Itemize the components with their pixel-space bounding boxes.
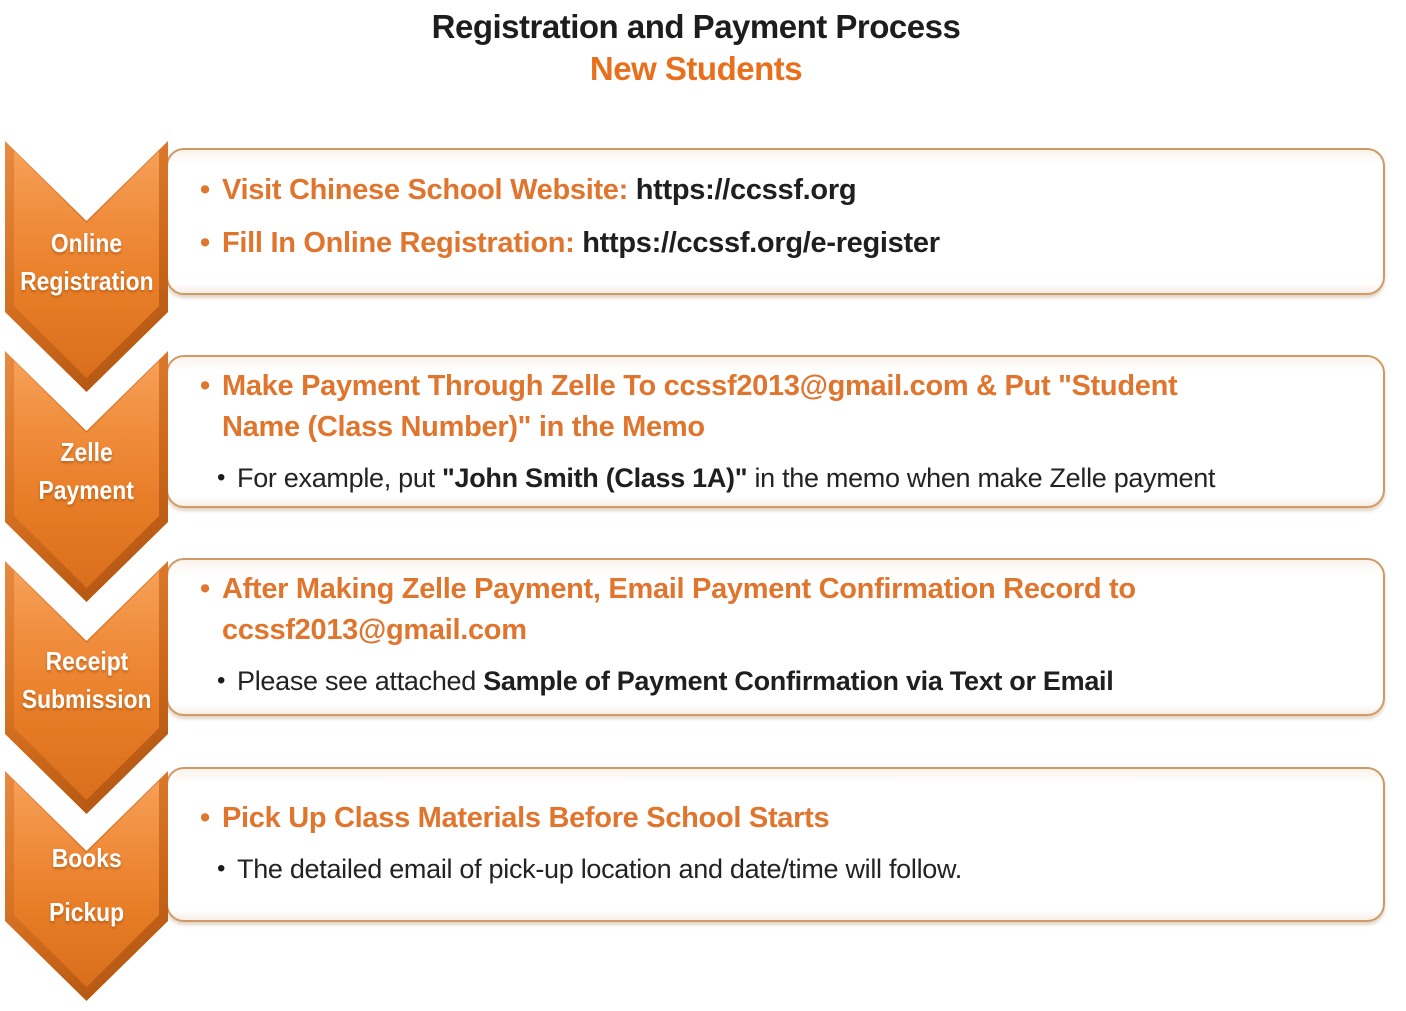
text-segment: Make Payment Through Zelle To ccssf2013@gmail.com & Put "Student (222, 370, 1178, 402)
step-label-zelle-payment (5, 433, 168, 509)
bullet-item (168, 850, 1383, 888)
bullet-item (168, 223, 1383, 264)
bullet-dot-icon: • (200, 573, 211, 605)
text-segment: Pick Up Class Materials Before School Starts (222, 802, 830, 834)
text-segment: ccssf2013@gmail.com (222, 614, 527, 646)
bullet-dot-icon: • (217, 855, 226, 882)
bullet-item (168, 662, 1383, 700)
step-label-line: Receipt (45, 646, 128, 676)
bullet-text (237, 850, 962, 888)
bullet-dot-icon: • (200, 227, 211, 259)
bullet-dot-icon: • (200, 370, 211, 402)
bullet-text (222, 569, 1136, 651)
text-segment: For example, put (237, 463, 442, 493)
page-title: Registration and Payment Process (431, 8, 961, 45)
text-segment: After Making Zelle Payment, Email Payment Confirmation Record to (222, 573, 1136, 605)
text-segment: https://ccssf.org (635, 174, 857, 206)
step-label-receipt-submission (5, 642, 168, 718)
bullet-item (168, 366, 1383, 448)
text-segment: "John Smith (Class 1A)" (442, 463, 748, 493)
title-block (0, 6, 1392, 90)
text-segment: Sample of Payment Confirmation via Text or Email (483, 666, 1114, 696)
text-segment: Please see attached (237, 666, 484, 696)
bullet-dot-icon: • (217, 667, 226, 694)
step-label-books-pickup (5, 839, 168, 931)
text-segment: Fill In Online Registration: (222, 227, 583, 259)
bullet-item (168, 459, 1383, 497)
bullet-dot-icon: • (200, 174, 211, 206)
step-label-line: Online (50, 228, 123, 258)
step-label-line: Payment (38, 475, 135, 505)
text-segment: in the memo when make Zelle payment (747, 463, 1216, 493)
step-box-receipt-submission (166, 558, 1385, 716)
bullet-item (168, 798, 1383, 839)
bullet-text (222, 223, 940, 264)
bullet-text (237, 662, 1113, 700)
step-label-online-registration (5, 224, 168, 300)
text-segment: Name (Class Number)" in the Memo (222, 411, 705, 443)
step-label-line: Submission (21, 684, 152, 714)
bullet-text (237, 459, 1215, 497)
step-box-books-pickup (166, 767, 1385, 922)
page-subtitle: New Students (589, 50, 803, 87)
bullet-dot-icon: • (217, 464, 226, 491)
text-segment: Visit Chinese School Website: (222, 174, 636, 206)
step-box-zelle-payment (166, 355, 1385, 508)
step-label-line: Books (51, 843, 122, 873)
step-box-online-registration (166, 148, 1385, 295)
bullet-text (222, 366, 1177, 448)
step-chevron-books-pickup (5, 771, 168, 1001)
step-label-line: Zelle (60, 437, 113, 467)
bullet-text (222, 798, 829, 839)
step-label-line: Registration (19, 266, 154, 296)
bullet-item (168, 170, 1383, 211)
text-segment: The detailed email of pick-up location and date/time will follow. (237, 854, 962, 884)
text-segment: https://ccssf.org/e-register (582, 227, 940, 259)
bullet-dot-icon: • (200, 802, 211, 834)
step-label-line: Pickup (48, 897, 125, 927)
bullet-item (168, 569, 1383, 651)
bullet-text (222, 170, 856, 211)
